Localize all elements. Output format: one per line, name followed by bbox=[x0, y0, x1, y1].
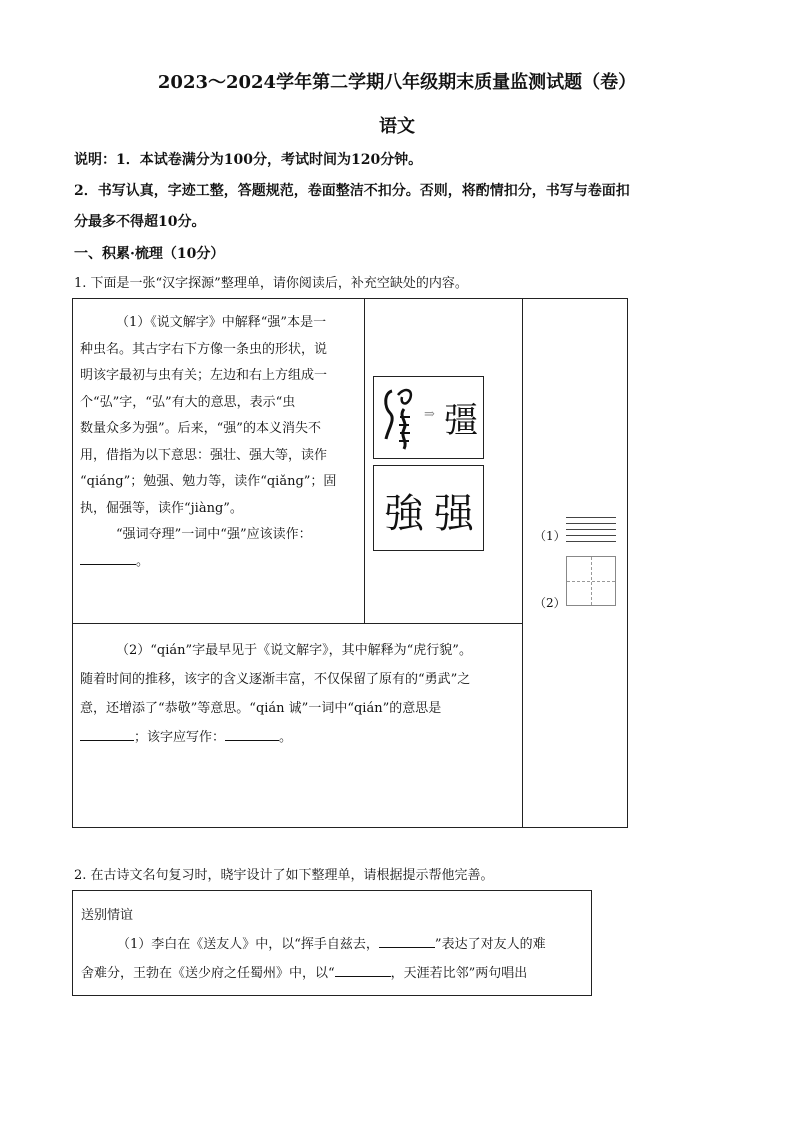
answer-blank[interactable] bbox=[80, 726, 134, 741]
tianzige-box[interactable] bbox=[566, 556, 616, 606]
question-1-prompt: 1. 下面是一张“汉字探源”整理单，请你阅读后，补充空缺处的内容。 bbox=[74, 276, 468, 291]
question-2-prompt: 2. 在古诗文名句复习时，晓宇设计了如下整理单，请根据提示帮他完善。 bbox=[74, 868, 494, 883]
box-line: （1）李白在《送友人》中，以“挥手自兹去， ”表达了对友人的难 bbox=[81, 930, 591, 959]
answer-line[interactable] bbox=[566, 541, 616, 542]
traditional-character: 強 bbox=[384, 491, 424, 537]
simplified-character: 强 bbox=[434, 491, 474, 537]
answer-line[interactable] bbox=[566, 517, 616, 518]
seal-script-image bbox=[373, 376, 484, 459]
cell-2-line: 意，还增添了“恭敬”等意思。“qián 诚”一词中“qián”的意思是 bbox=[80, 701, 442, 716]
cell-2-line: （2）“qián”字最早见于《说文解字》，其中解释为“虎行貌”。 bbox=[116, 643, 472, 658]
answer-blank[interactable] bbox=[379, 933, 435, 948]
cell-1-line: 数量众多为强”。后来，“强”的本义消失不 bbox=[80, 421, 321, 436]
question-2-text bbox=[81, 901, 591, 988]
seal-character: 彊 bbox=[444, 401, 478, 441]
cell-1-line: 个“弘”字，“弘”有大的意思，表示“虫 bbox=[80, 394, 296, 410]
answer-blank[interactable] bbox=[80, 550, 136, 565]
cell-1-answer-line: 。 bbox=[80, 549, 360, 576]
answer-label-2: （2） bbox=[534, 596, 566, 610]
table-divider-image bbox=[364, 298, 365, 624]
cell-1-line: “强词夺理”一词中“强”应该读作： bbox=[116, 527, 312, 542]
cell-1-line: 种虫名。其古字右下方像一条虫的形状，说 bbox=[80, 341, 328, 357]
instruction-line-2: 2．书写认真，字迹工整，答题规范，卷面整洁不扣分。否则，将酌情扣分，书写与卷面扣 bbox=[74, 183, 630, 199]
answer-line[interactable] bbox=[566, 523, 616, 524]
table-divider-row bbox=[72, 623, 522, 624]
cell-2-line: 随着时间的推移，该字的含义逐渐丰富，不仅保留了原有的“勇武”之 bbox=[80, 672, 471, 687]
cell-1-line: 执，倔强等，读作“jiàng”。 bbox=[80, 500, 243, 516]
answer-blank[interactable] bbox=[225, 726, 279, 741]
answer-line[interactable] bbox=[566, 529, 616, 530]
table-divider-answer bbox=[522, 298, 523, 828]
answer-label-1: （1） bbox=[534, 529, 566, 543]
box-heading: 送别情谊 bbox=[81, 908, 134, 923]
cell-1-line: 明该字最初与虫有关；左边和右上方组成一 bbox=[80, 368, 328, 383]
page-title: 2023～2024学年第二学期八年级期末质量监测试题（卷） bbox=[157, 72, 637, 93]
cell-1-text bbox=[80, 310, 360, 575]
cell-1-line: “qiáng”；勉强、勉力等，读作“qiǎng”；固 bbox=[80, 474, 337, 489]
answer-blank[interactable] bbox=[335, 962, 391, 977]
cell-1-line: （1）《说文解字》中解释“强”本是一 bbox=[116, 315, 327, 330]
arrow-icon: ⇒ bbox=[424, 407, 435, 422]
subject-title: 语文 bbox=[379, 116, 415, 137]
modern-characters-image bbox=[373, 465, 484, 551]
instruction-line-3: 分最多不得超10分。 bbox=[74, 214, 206, 230]
cell-2-answer-line: ；该字应写作： 。 bbox=[80, 723, 518, 752]
box-line: 舍难分，王勃在《送少府之任蜀州》中，以“ ，天涯若比邻”两句唱出 bbox=[81, 959, 591, 988]
answer-line[interactable] bbox=[566, 535, 616, 536]
cell-2-text bbox=[80, 636, 518, 752]
instruction-line-1: 说明：1．本试卷满分为100分，考试时间为120分钟。 bbox=[74, 152, 423, 168]
cell-1-line: 用，借指为以下意思：强壮、强大等，读作 bbox=[80, 447, 328, 463]
section-heading: 一、积累·梳理（10分） bbox=[74, 246, 225, 262]
question-2-box bbox=[72, 890, 592, 996]
